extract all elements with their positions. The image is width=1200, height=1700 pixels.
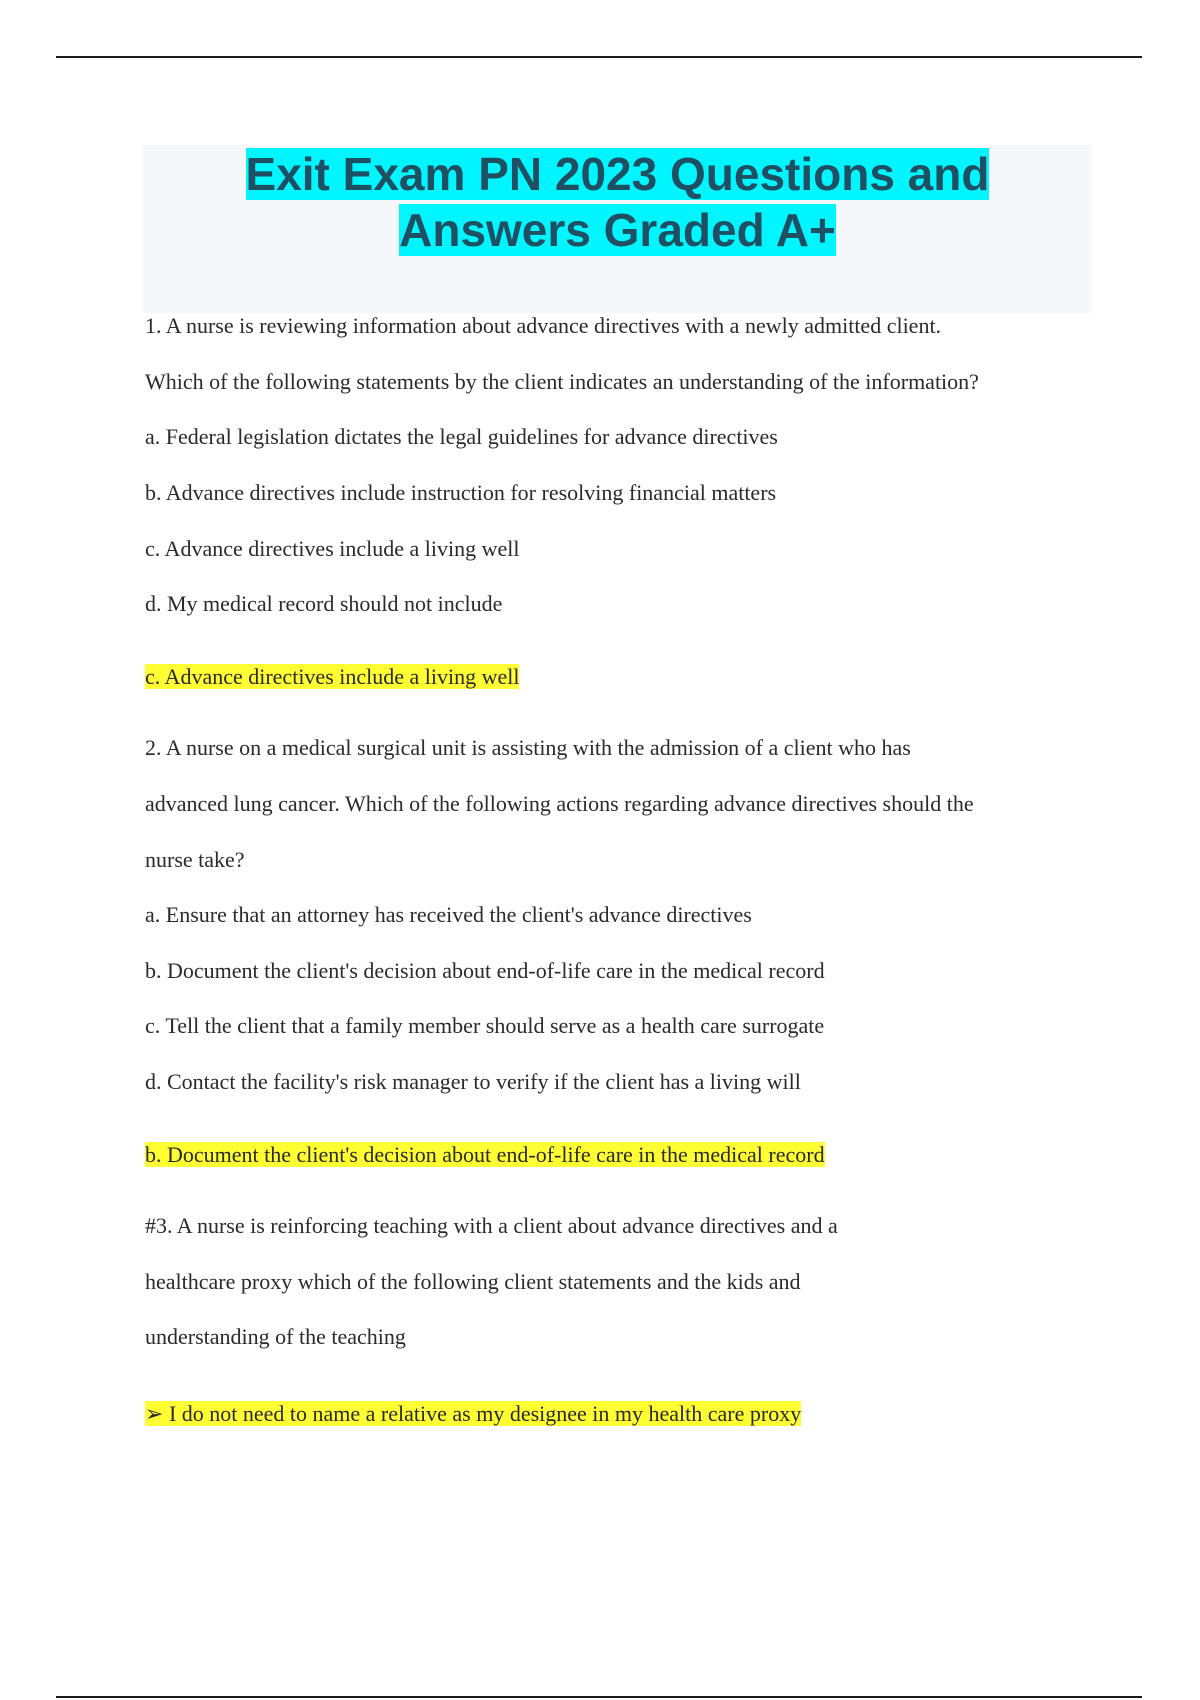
document-title xyxy=(143,145,1092,258)
title-line-1: Exit Exam PN 2023 Questions and xyxy=(245,148,990,200)
q1-option-d: d. My medical record should not include xyxy=(145,591,503,616)
header-rule xyxy=(56,56,1142,58)
q2-option-d: d. Contact the facility's risk manager to verify if the client has a living will xyxy=(145,1069,801,1094)
arrow-bullet-icon: ➢ xyxy=(145,1401,164,1426)
q2-stem-line-3: nurse take? xyxy=(145,847,245,872)
footer-rule xyxy=(56,1696,1142,1698)
q1-option-a: a. Federal legislation dictates the legal guidelines for advance directives xyxy=(145,424,778,449)
q3-answer xyxy=(145,1399,801,1429)
q2-option-c: c. Tell the client that a family member should serve as a health care surrogate xyxy=(145,1013,825,1038)
q2-option-b: b. Document the client's decision about end-of-life care in the medical record xyxy=(145,958,825,983)
q3-stem-line-3: understanding of the teaching xyxy=(145,1324,406,1349)
q1-option-c: c. Advance directives include a living well xyxy=(145,536,520,561)
q1-stem-line-1: 1. A nurse is reviewing information about advance directives with a newly admitted client. xyxy=(145,313,942,338)
q1-answer xyxy=(145,662,519,692)
q1-stem-line-2: Which of the following statements by the client indicates an understanding of the information? xyxy=(145,369,979,394)
q2-answer xyxy=(145,1140,825,1170)
q3-answer-text: I do not need to name a relative as my designee in my health care proxy xyxy=(168,1401,802,1426)
q2-stem-line-2: advanced lung cancer. Which of the following actions regarding advance directives should the xyxy=(145,791,974,816)
q2-stem-line-1: 2. A nurse on a medical surgical unit is assisting with the admission of a client who has xyxy=(145,735,911,760)
q3-stem-line-2: healthcare proxy which of the following client statements and the kids and xyxy=(145,1269,801,1294)
q3-stem-line-1: #3. A nurse is reinforcing teaching with a client about advance directives and a xyxy=(145,1213,838,1238)
q2-answer-text: b. Document the client's decision about end-of-life care in the medical record xyxy=(145,1142,825,1167)
q1-answer-text: c. Advance directives include a living well xyxy=(145,664,520,689)
q1-option-b: b. Advance directives include instruction for resolving financial matters xyxy=(145,480,777,505)
title-line-2: Answers Graded A+ xyxy=(399,204,836,256)
q2-option-a: a. Ensure that an attorney has received the client's advance directives xyxy=(145,902,752,927)
title-box xyxy=(143,145,1092,313)
